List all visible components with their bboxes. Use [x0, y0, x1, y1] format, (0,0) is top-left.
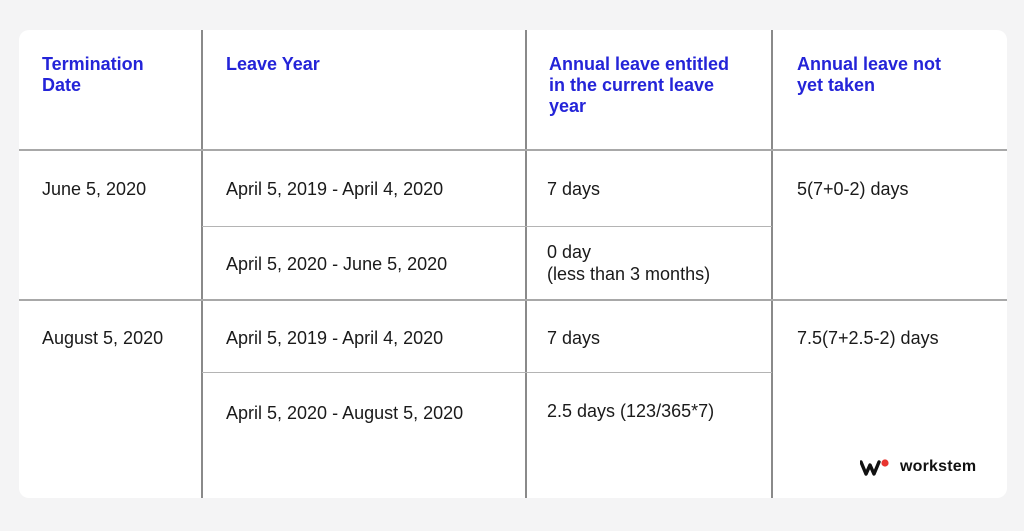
entitled-cell: 7 days	[547, 179, 601, 199]
entitled-cell: 0 day (less than 3 months)	[547, 242, 711, 284]
workstem-logo-icon	[860, 458, 890, 476]
not-taken-cell: 5(7+0-2) days	[797, 179, 909, 199]
entitled-cell: 2.5 days (123/365*7)	[547, 401, 715, 421]
entitled-cell: 7 days	[547, 328, 601, 348]
row-divider	[202, 226, 772, 227]
not-taken-cell: 7.5(7+2.5-2) days	[797, 328, 939, 348]
termination-date-cell: August 5, 2020	[42, 328, 164, 348]
header-divider	[19, 149, 1007, 151]
workstem-logo	[860, 458, 976, 476]
termination-date-cell: June 5, 2020	[42, 179, 147, 199]
column-divider	[525, 30, 527, 498]
leave-table-card	[19, 30, 1007, 498]
header-leave-year: Leave Year	[226, 54, 320, 74]
group-divider	[19, 299, 1007, 301]
header-annual-leave-not-taken: Annual leave not yet taken	[797, 54, 942, 95]
column-divider	[771, 30, 773, 498]
header-annual-leave-entitled: Annual leave entitled in the current leave year	[549, 54, 730, 116]
column-divider	[201, 30, 203, 498]
row-divider	[202, 372, 772, 373]
leave-year-cell: April 5, 2019 - April 4, 2020	[226, 179, 444, 199]
leave-year-cell: April 5, 2020 - August 5, 2020	[226, 403, 464, 423]
leave-year-cell: April 5, 2020 - June 5, 2020	[226, 254, 448, 274]
brand-name: workstem	[900, 458, 977, 475]
header-termination-date: Termination Date	[42, 54, 144, 95]
leave-year-cell: April 5, 2019 - April 4, 2020	[226, 328, 444, 348]
